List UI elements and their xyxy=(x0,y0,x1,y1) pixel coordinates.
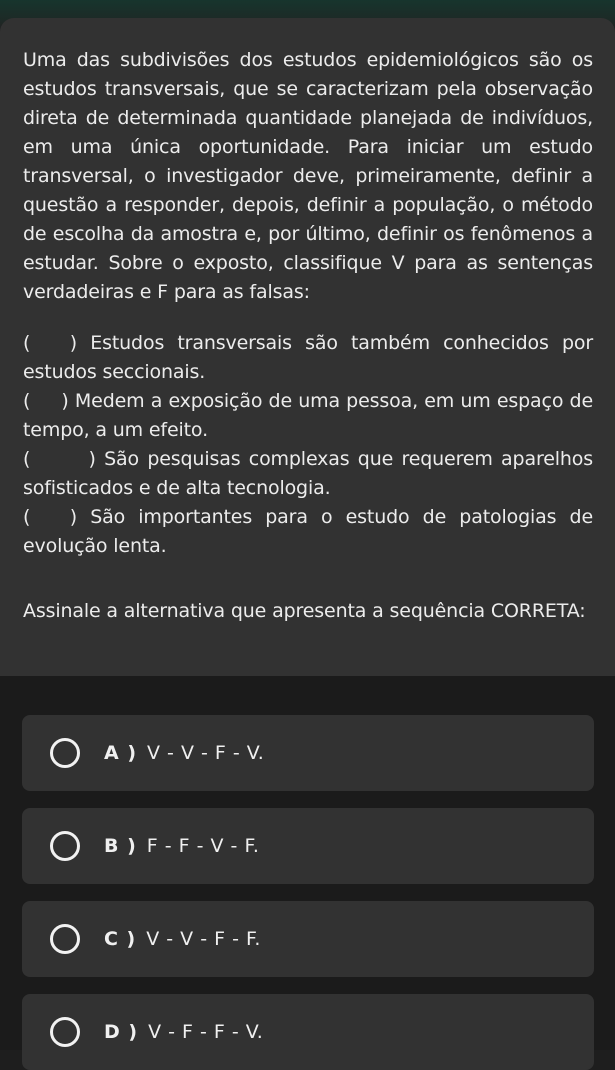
question-prompt: Assinale a alternativa que apresenta a sequência CORRETA: xyxy=(23,600,586,622)
radio-circle-icon[interactable] xyxy=(50,1017,80,1047)
statement-blank: ( ) xyxy=(23,448,96,470)
answer-options xyxy=(0,676,615,1050)
statement-1 xyxy=(23,329,593,387)
option-d[interactable] xyxy=(22,994,594,1070)
statement-text: São pesquisas complexas que requerem aparelhos sofisticados e de alta tecnologia. xyxy=(23,448,593,499)
option-text: V - F - F - V. xyxy=(148,1021,264,1043)
radio-circle-icon[interactable] xyxy=(50,738,80,768)
radio-circle-icon[interactable] xyxy=(50,924,80,954)
statement-text: Medem a exposição de uma pessoa, em um espaço de tempo, a um efeito. xyxy=(23,390,593,441)
option-letter: A ) xyxy=(104,742,138,764)
option-text: V - V - F - F. xyxy=(146,928,261,950)
option-letter: B ) xyxy=(104,835,137,857)
statement-blank: ( ) xyxy=(23,506,78,528)
statement-blank: ( ) xyxy=(23,332,78,354)
statement-2 xyxy=(23,387,593,445)
option-a[interactable] xyxy=(22,715,594,791)
radio-circle-icon[interactable] xyxy=(50,831,80,861)
statement-list xyxy=(23,329,593,561)
statement-4 xyxy=(23,503,593,561)
option-letter: D ) xyxy=(104,1021,139,1043)
statement-blank: ( ) xyxy=(23,390,69,412)
question-card xyxy=(0,18,615,676)
option-letter: C ) xyxy=(104,928,137,950)
option-c[interactable] xyxy=(22,901,594,977)
option-b[interactable] xyxy=(22,808,594,884)
question-stem: Uma das subdivisões dos estudos epidemiológicos são os estudos transversais, que se caracterizam pela observação direta de determinada quantidade planejada de indivíduos, em uma única oportunidade. Para iniciar um estudo transversal, o investigador deve, primeiramente, definir a questão a responder, depois, definir a população, o método de escolha da amostra e, por último, definir os fenômenos a estudar. Sobre o exposto, classifique V para as sentenças verdadeiras e F para as falsas: xyxy=(23,49,593,303)
statement-text: Estudos transversais são também conhecidos por estudos seccionais. xyxy=(23,332,593,383)
option-text: V - V - F - V. xyxy=(147,742,265,764)
option-text: F - F - V - F. xyxy=(146,835,260,857)
statement-3 xyxy=(23,445,593,503)
statement-text: São importantes para o estudo de patologias de evolução lenta. xyxy=(23,506,593,557)
